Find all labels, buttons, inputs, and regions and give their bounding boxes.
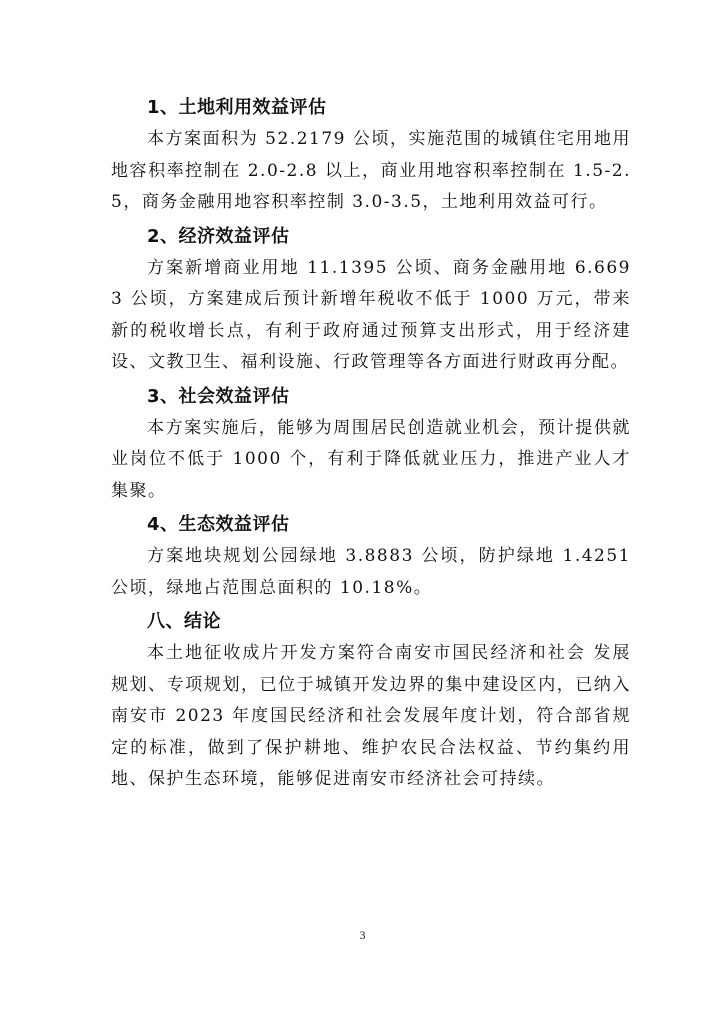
section-paragraph-economic: 方案新增商业用地 11.1395 公顷、商务金融用地 6.6693 公顷，方案建成后预计新增年税收不低于 1000 万元，带来新的税收增长点，有利于政府通过预算支出形式，用于经济建设、文教卫生、福利设施、行政管理等各方面进行财政再分配。 [111,257,631,372]
section-heading-land-use: 1、土地利用效益评估 [147,97,327,118]
section-paragraph-social: 本方案实施后，能够为周围居民创造就业机会，预计提供就业岗位不低于 1000 个，有利于降低就业压力，推进产业人才集聚。 [111,417,631,501]
section-heading-social: 3、社会效益评估 [147,385,290,407]
section-paragraph-conclusion: 本土地征收成片开发方案符合南安市国民经济和社会 发展规划、专项规划，已位于城镇开发边界的集中建设区内，已纳入南安市 2023 年度国民经济和社会发展年度计划，符合部省规定的标准，做到了保护耕地、维护农民合法权益、节约集约用地、保护生态环境，能够促进南安市经济社会可持续。 [111,643,631,789]
section-heading-ecological: 4、生态效益评估 [147,514,290,535]
section-heading-economic: 2、经济效益评估 [147,225,290,247]
section-paragraph-ecological: 方案地块规划公园绿地 3.8883 公顷，防护绿地 1.4251 公顷，绿地占范围总面积的 10.18%。 [111,546,631,598]
page-number: 3 [359,928,366,942]
section-paragraph-land-use: 本方案面积为 52.2179 公顷，实施范围的城镇住宅用地用地容积率控制在 2.0-2.8 以上，商业用地容积率控制在 1.5-2.5，商务金融用地容积率控制 3.0-3.5，土地利用效益可行。 [111,129,631,212]
section-heading-conclusion: 八、结论 [147,611,221,632]
document-body [111,92,631,798]
